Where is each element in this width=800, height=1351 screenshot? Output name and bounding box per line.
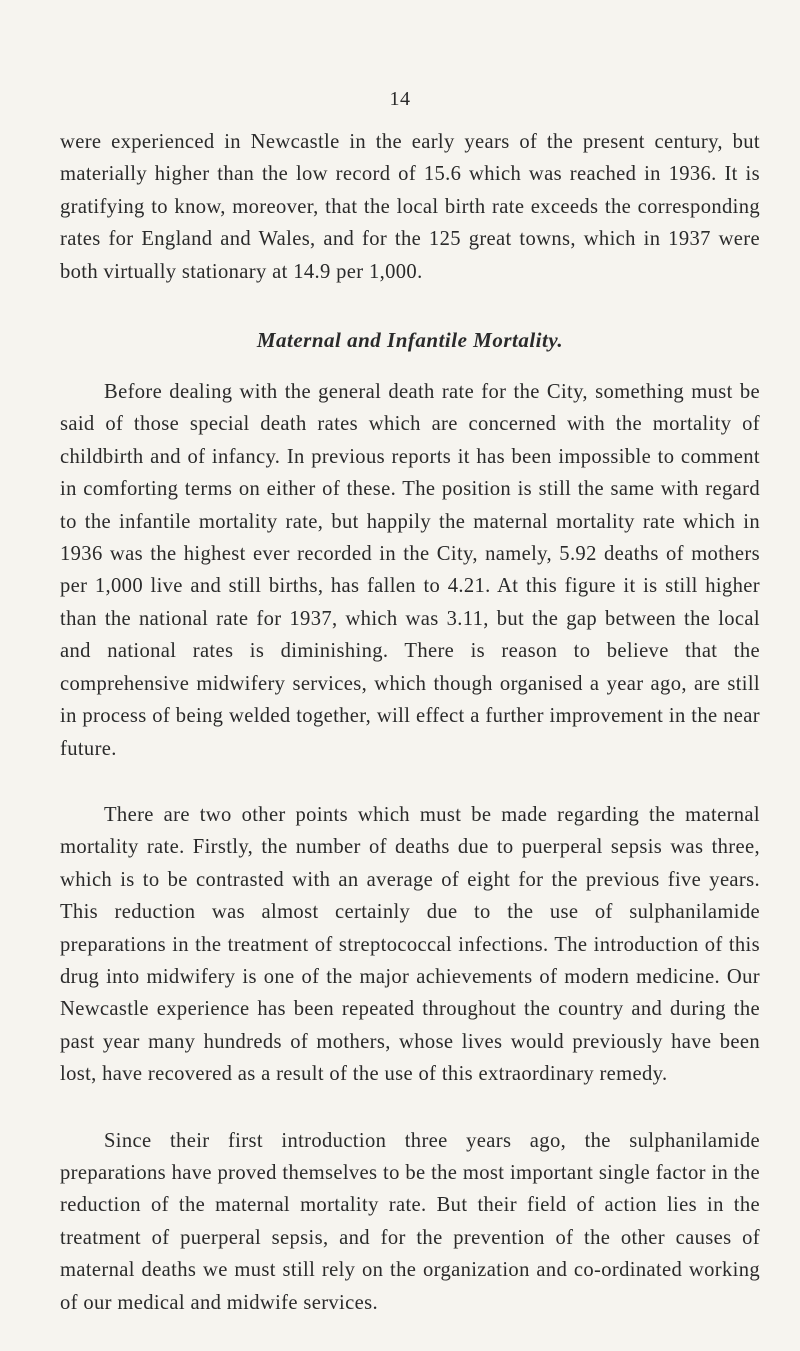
paragraph-sulphanilamide: Since their first introduction three years ago, the sulphanilamide preparations have proved themselves to be the most important single factor in the reduction of the maternal mortality rate. But their field of action lies in the treatment of puerperal sepsis, and for the prevention of the other causes of maternal deaths we must still rely on the organization and co-ordinated working of our medical and midwife services.	[60, 1129, 760, 1314]
paragraph-birth-rate: were experienced in Newcastle in the early years of the present century, but materially higher than the low record of 15.6 which was reached in 1936. It is gratifying to know, moreover, that the local birth rate exceeds the corresponding rates for England and Wales, and for the 125 great towns, which in 1937 were both virtually stationary at 14.9 per 1,000.	[60, 131, 760, 283]
page-number: 14	[389, 88, 411, 110]
section-heading: Maternal and Infantile Mortality.	[256, 328, 564, 353]
document-body	[60, 126, 760, 1319]
paragraph-puerperal-sepsis: There are two other points which must be made regarding the maternal mortality rate. Firstly, the number of deaths due to puerperal sepsis was three, which is to be contrasted with an average of eight for the previous five years. This reduction was almost certainly due to the use of sulphanilamide preparations in the treatment of streptococcal infections. The introduction of this drug into midwifery is one of the major achievements of modern medicine. Our Newcastle experience has been repeated throughout the country and during the past year many hundreds of mothers, whose lives would previously have been lost, have recovered as a result of the use of this extraordinary remedy.	[60, 803, 760, 1086]
paragraph-maternal-mortality: Before dealing with the general death rate for the City, something must be said of those special death rates which are concerned with the mortality of childbirth and of infancy. In previous reports it has been impossible to comment in comforting terms on either of these. The position is still the same with regard to the infantile mortality rate, but happily the maternal mortality rate which in 1936 was the highest ever recorded in the City, namely, 5.92 deaths of mothers per 1,000 live and still births, has fallen to 4.21. At this figure it is still higher than the national rate for 1937, which was 3.11, but the gap between the local and national rates is diminishing. There is reason to believe that the comprehensive midwifery services, which though organised a year ago, are still in process of being welded together, will effect a further improvement in the near future.	[60, 381, 760, 760]
